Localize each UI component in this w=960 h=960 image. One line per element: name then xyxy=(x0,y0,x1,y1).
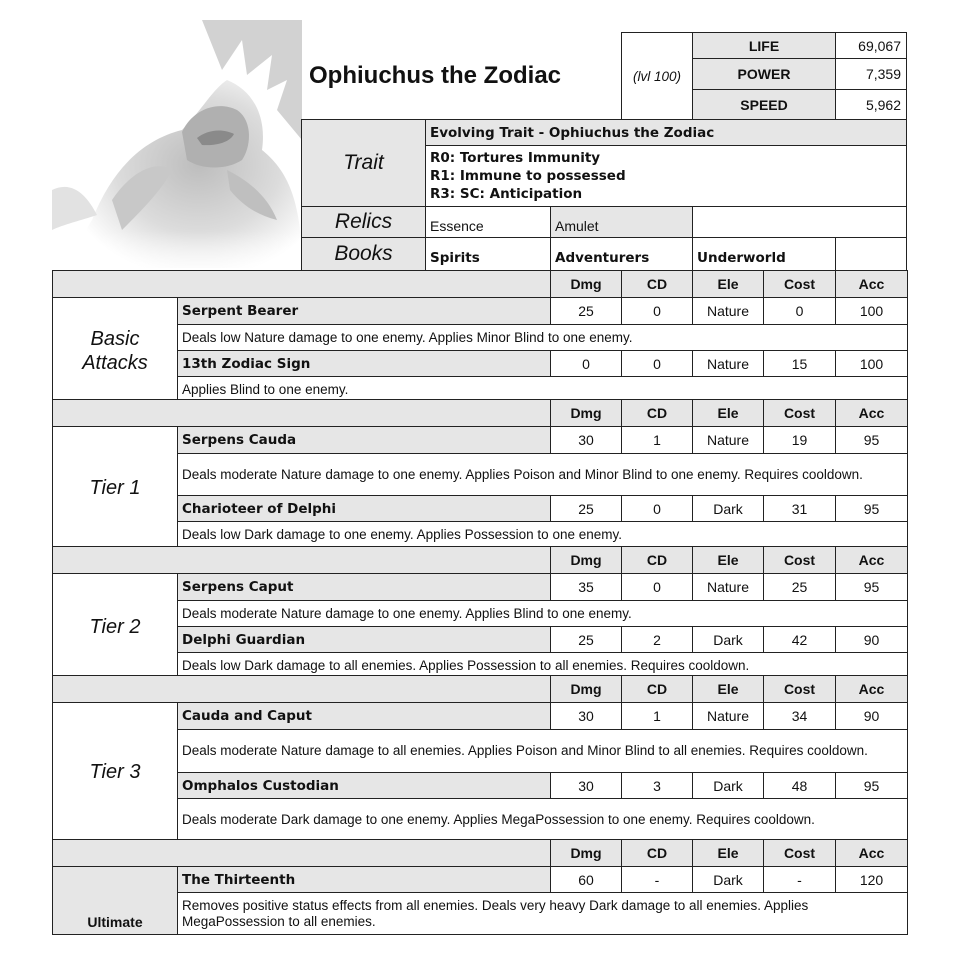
ability-acc: 95 xyxy=(835,426,908,454)
ability-cd: 1 xyxy=(621,426,693,454)
ability-ele: Dark xyxy=(692,866,764,893)
ability-dmg: 35 xyxy=(550,573,622,601)
ability-acc: 100 xyxy=(835,350,908,377)
ability-acc: 90 xyxy=(835,626,908,653)
section-label: Tier 3 xyxy=(52,702,178,842)
character-level: (lvl 100) xyxy=(621,32,693,120)
ability-description: Removes positive status effects from all enemies. Deals very heavy Dark damage to all enemies. Applies MegaPossession to all enemies. xyxy=(177,892,908,935)
ability-acc: 95 xyxy=(835,772,908,799)
column-header-cost: Cost xyxy=(763,270,836,298)
book-item: Underworld xyxy=(692,237,836,271)
section-header-spacer xyxy=(52,839,551,867)
ability-cd: 0 xyxy=(621,350,693,377)
ability-ele: Dark xyxy=(692,772,764,799)
column-header-cost: Cost xyxy=(763,546,836,574)
ability-cd: 0 xyxy=(621,495,693,522)
section-label-text: Basic Attacks xyxy=(82,327,148,374)
ability-cost: 34 xyxy=(763,702,836,730)
ability-name: Serpens Caput xyxy=(177,573,551,601)
section-label: Tier 2 xyxy=(52,573,178,680)
ability-cd: 3 xyxy=(621,772,693,799)
ability-cost: 42 xyxy=(763,626,836,653)
ability-ele: Nature xyxy=(692,573,764,601)
ability-description: Applies Blind to one enemy. xyxy=(177,376,908,404)
ability-dmg: 30 xyxy=(550,772,622,799)
column-header-cd: CD xyxy=(621,675,693,703)
ability-cost: 48 xyxy=(763,772,836,799)
ability-cost: 0 xyxy=(763,297,836,325)
relic-empty xyxy=(692,206,907,238)
book-item: Spirits xyxy=(425,237,551,271)
section-header-spacer xyxy=(52,675,551,703)
section-header-spacer xyxy=(52,270,551,298)
stat-power-label: POWER xyxy=(692,58,836,90)
column-header-cost: Cost xyxy=(763,399,836,427)
column-header-dmg: Dmg xyxy=(550,399,622,427)
ability-name: Delphi Guardian xyxy=(177,626,551,653)
section-header-spacer xyxy=(52,546,551,574)
column-header-dmg: Dmg xyxy=(550,270,622,298)
ability-cd: 1 xyxy=(621,702,693,730)
ability-dmg: 30 xyxy=(550,702,622,730)
ability-name: The Thirteenth xyxy=(177,866,551,893)
ability-description: Deals moderate Nature damage to one enemy. Applies Blind to one enemy. xyxy=(177,600,908,627)
books-label: Books xyxy=(301,237,426,271)
ability-cd: - xyxy=(621,866,693,893)
ability-name: Cauda and Caput xyxy=(177,702,551,730)
ability-cd: 2 xyxy=(621,626,693,653)
ability-name: Omphalos Custodian xyxy=(177,772,551,799)
column-header-acc: Acc xyxy=(835,675,908,703)
ability-description: Deals moderate Nature damage to one enemy. Applies Poison and Minor Blind to one enemy. Requires cooldown. xyxy=(177,453,908,496)
ability-cost: - xyxy=(763,866,836,893)
column-header-ele: Ele xyxy=(692,839,764,867)
ability-cost: 19 xyxy=(763,426,836,454)
column-header-cd: CD xyxy=(621,399,693,427)
section-label: Tier 1 xyxy=(52,426,178,549)
stat-power-value: 7,359 xyxy=(835,58,907,90)
ability-acc: 95 xyxy=(835,573,908,601)
trait-line: R0: Tortures Immunity xyxy=(430,150,601,166)
column-header-cost: Cost xyxy=(763,839,836,867)
ability-acc: 95 xyxy=(835,495,908,522)
ability-acc: 120 xyxy=(835,866,908,893)
section-label xyxy=(52,297,178,404)
book-empty xyxy=(835,237,907,271)
column-header-acc: Acc xyxy=(835,546,908,574)
trait-label: Trait xyxy=(301,119,426,207)
ability-cd: 0 xyxy=(621,573,693,601)
column-header-ele: Ele xyxy=(692,675,764,703)
column-header-dmg: Dmg xyxy=(550,675,622,703)
section-label: Ultimate xyxy=(52,866,178,935)
stat-speed-value: 5,962 xyxy=(835,89,907,120)
ability-ele: Nature xyxy=(692,297,764,325)
relics-label: Relics xyxy=(301,206,426,238)
ability-name: 13th Zodiac Sign xyxy=(177,350,551,377)
ability-ele: Nature xyxy=(692,702,764,730)
trait-description xyxy=(425,145,907,207)
ability-acc: 90 xyxy=(835,702,908,730)
ability-ele: Dark xyxy=(692,495,764,522)
column-header-ele: Ele xyxy=(692,546,764,574)
ability-description: Deals moderate Dark damage to one enemy. Applies MegaPossession to one enemy. Requires cooldown. xyxy=(177,798,908,842)
ability-description: Deals moderate Nature damage to all enemies. Applies Poison and Minor Blind to all enemies. Requires cooldown. xyxy=(177,729,908,773)
section-header-spacer xyxy=(52,399,551,427)
ability-ele: Nature xyxy=(692,350,764,377)
relic-item: Amulet xyxy=(550,206,693,238)
character-portrait xyxy=(52,20,302,268)
column-header-cd: CD xyxy=(621,839,693,867)
ability-dmg: 0 xyxy=(550,350,622,377)
column-header-acc: Acc xyxy=(835,399,908,427)
column-header-ele: Ele xyxy=(692,399,764,427)
ability-cost: 15 xyxy=(763,350,836,377)
ability-cd: 0 xyxy=(621,297,693,325)
trait-line: R1: Immune to possessed xyxy=(430,168,626,184)
column-header-ele: Ele xyxy=(692,270,764,298)
ability-cost: 25 xyxy=(763,573,836,601)
stat-life-label: LIFE xyxy=(692,32,836,59)
ability-cost: 31 xyxy=(763,495,836,522)
ability-name: Serpens Cauda xyxy=(177,426,551,454)
column-header-cd: CD xyxy=(621,546,693,574)
column-header-acc: Acc xyxy=(835,839,908,867)
column-header-acc: Acc xyxy=(835,270,908,298)
relic-item: Essence xyxy=(425,206,551,238)
ability-description: Deals low Nature damage to one enemy. Applies Minor Blind to one enemy. xyxy=(177,324,908,351)
column-header-cd: CD xyxy=(621,270,693,298)
title-box xyxy=(301,32,622,120)
ability-ele: Nature xyxy=(692,426,764,454)
book-item: Adventurers xyxy=(550,237,693,271)
ability-dmg: 30 xyxy=(550,426,622,454)
trait-title: Evolving Trait - Ophiuchus the Zodiac xyxy=(425,119,907,146)
column-header-dmg: Dmg xyxy=(550,546,622,574)
column-header-cost: Cost xyxy=(763,675,836,703)
ability-ele: Dark xyxy=(692,626,764,653)
column-header-dmg: Dmg xyxy=(550,839,622,867)
ability-dmg: 25 xyxy=(550,495,622,522)
ability-name: Serpent Bearer xyxy=(177,297,551,325)
ability-dmg: 25 xyxy=(550,626,622,653)
trait-line: R3: SC: Anticipation xyxy=(430,186,583,202)
ability-description: Deals low Dark damage to one enemy. Applies Possession to one enemy. xyxy=(177,521,908,549)
ability-dmg: 25 xyxy=(550,297,622,325)
ability-dmg: 60 xyxy=(550,866,622,893)
stat-speed-label: SPEED xyxy=(692,89,836,120)
ability-acc: 100 xyxy=(835,297,908,325)
character-name: Ophiuchus the Zodiac xyxy=(309,61,562,89)
ability-description: Deals low Dark damage to all enemies. Applies Possession to all enemies. Requires cooldown. xyxy=(177,652,908,680)
ability-name: Charioteer of Delphi xyxy=(177,495,551,522)
stat-life-value: 69,067 xyxy=(835,32,907,59)
